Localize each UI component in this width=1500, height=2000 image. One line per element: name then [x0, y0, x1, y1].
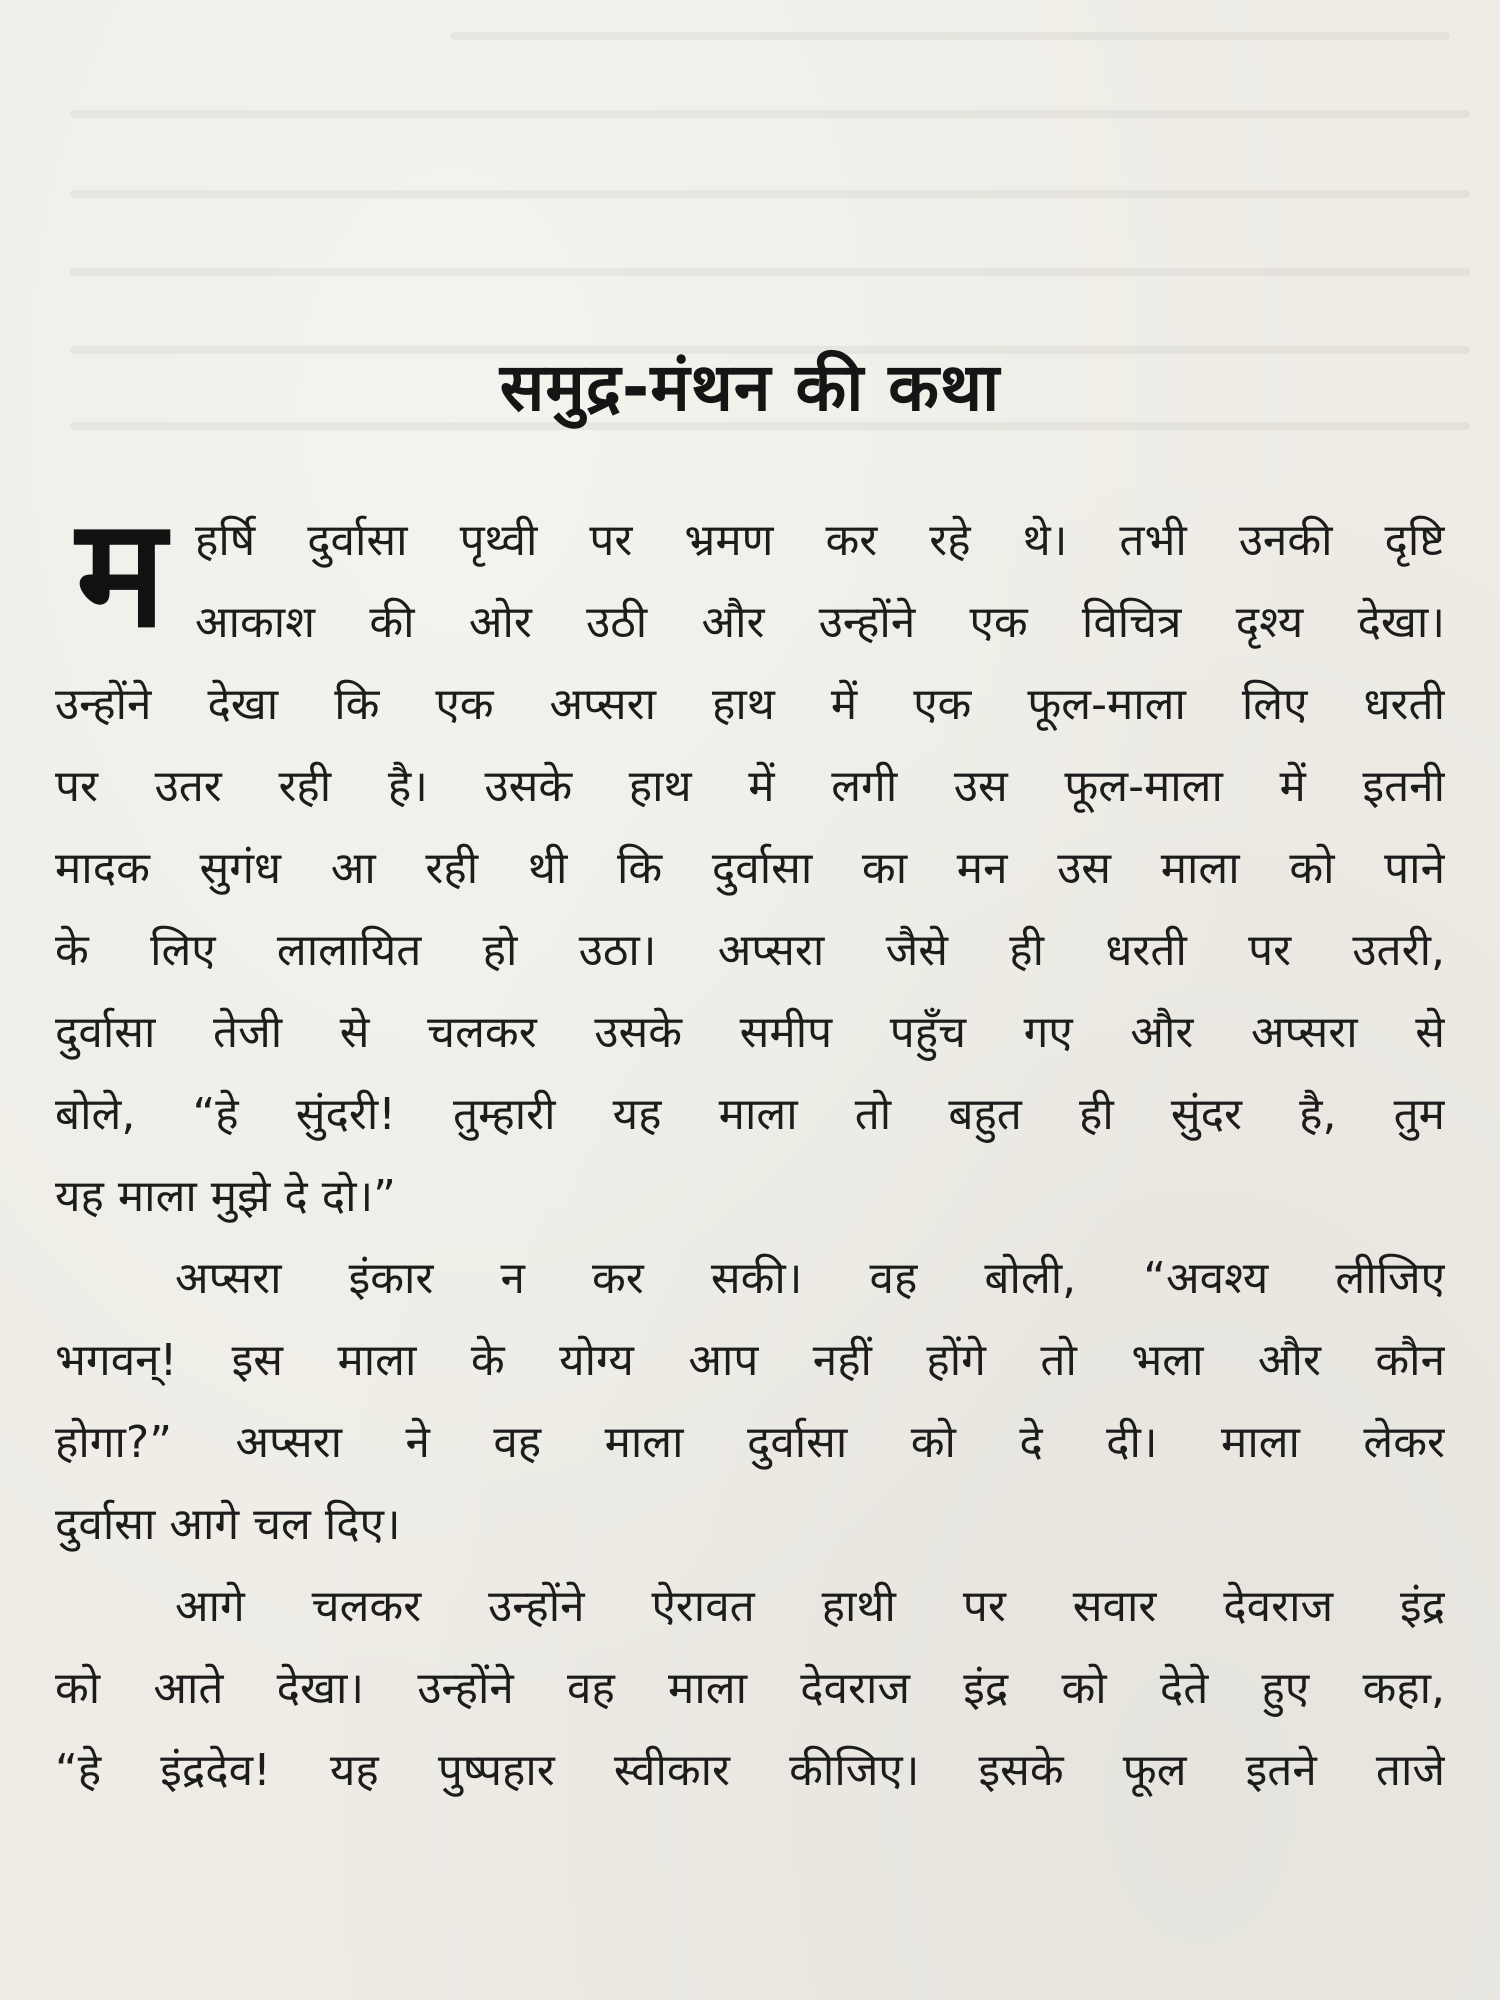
text-line: होगा?” अप्सरा ने वह माला दुर्वासा को दे दी। माला लेकर — [55, 1417, 1445, 1468]
text-line: अप्सरा इंकार न कर सकी। वह बोली, “अवश्य लीजिए — [175, 1253, 1445, 1304]
text-line: आकाश की ओर उठी और उन्होंने एक विचित्र दृश्य देखा। — [195, 597, 1445, 648]
text-line: हर्षि दुर्वासा पृथ्वी पर भ्रमण कर रहे थे। तभी उनकी दृष्टि — [195, 515, 1445, 566]
text-line: के लिए लालायित हो उठा। अप्सरा जैसे ही धरती पर उतरी, — [55, 925, 1445, 976]
text-line: यह माला मुझे दे दो।” — [55, 1171, 396, 1222]
text-line: मादक सुगंध आ रही थी कि दुर्वासा का मन उस माला को पाने — [55, 843, 1445, 894]
story-text — [55, 487, 1445, 1812]
text-line: भगवन्! इस माला के योग्य आप नहीं होंगे तो भला और कौन — [55, 1335, 1445, 1386]
text-line: बोले, “हे सुंदरी! तुम्हारी यह माला तो बहुत ही सुंदर है, तुम — [55, 1089, 1445, 1140]
text-line: को आते देखा। उन्होंने वह माला देवराज इंद्र को देते हुए कहा, — [55, 1663, 1445, 1714]
drop-cap: म — [76, 487, 166, 661]
page-title: समुद्र-मंथन की कथा — [499, 349, 1001, 426]
text-line: दुर्वासा तेजी से चलकर उसके समीप पहुँच गए और अप्सरा से — [55, 1007, 1445, 1058]
text-line: पर उतर रही है। उसके हाथ में लगी उस फूल-माला में इतनी — [55, 761, 1445, 812]
text-line: आगे चलकर उन्होंने ऐरावत हाथी पर सवार देवराज इंद्र — [175, 1581, 1445, 1632]
text-line: उन्होंने देखा कि एक अप्सरा हाथ में एक फूल-माला लिए धरती — [55, 679, 1445, 730]
text-line: “हे इंद्रदेव! यह पुष्पहार स्वीकार कीजिए। इसके फूल इतने ताजे — [55, 1745, 1445, 1796]
text-line: दुर्वासा आगे चल दिए। — [55, 1499, 401, 1550]
